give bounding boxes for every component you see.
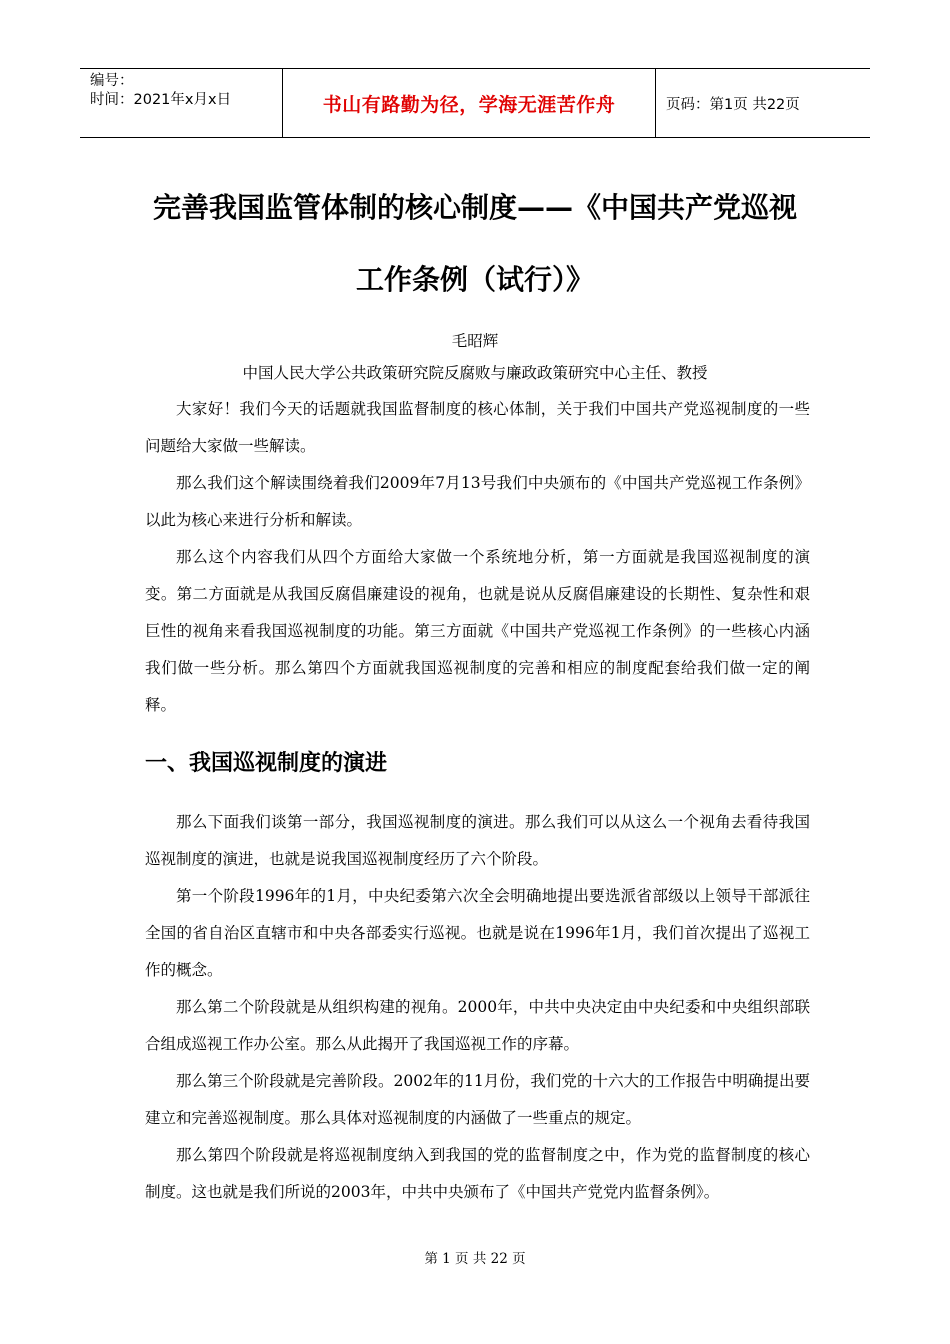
header-table [80,68,870,138]
header-left-cell [80,69,282,137]
author-name: 毛昭辉 [451,332,499,350]
document-number-label: 编号： [90,73,134,89]
paragraph-intro-2: 那么我们这个解读围绕着我们2009年7月13号我们中央颁布的《中国共产党巡视工作条例》以此为核心来进行分析和解读。 [145,474,810,529]
header-motto: 书山有路勤为径，学海无涯苦作舟 [282,69,656,137]
paragraph-section1-2: 第一个阶段1996年的1月，中央纪委第六次全会明确地提出要选派省部级以上领导干部派往全国的省自治区直辖市和中央各部委实行巡视。也就是说在1996年1月，我们首次提出了巡视工作的概念。 [145,887,810,979]
document-title-line-1: 完善我国监管体制的核心制度——《中国共产党巡视 [152,191,797,224]
document-time-label: 时间：2021年x月x日 [90,92,232,108]
paragraph-section1-4: 那么第三个阶段就是完善阶段。2002年的11月份，我们党的十六大的工作报告中明确提出要建立和完善巡视制度。那么具体对巡视制度的内涵做了一些重点的规定。 [145,1072,810,1127]
paragraph-section1-5: 那么第四个阶段就是将巡视制度纳入到我国的党的监督制度之中，作为党的监督制度的核心制度。这也就是我们所说的2003年，中共中央颁布了《中国共产党党内监督条例》。 [145,1146,810,1201]
paragraph-intro-3: 那么这个内容我们从四个方面给大家做一个系统地分析，第一方面就是我国巡视制度的演变。第二方面就是从我国反腐倡廉建设的视角，也就是说从反腐倡廉建设的长期性、复杂性和艰巨性的视角来看我国巡视制度的功能。第三方面就《中国共产党巡视工作条例》的一些核心内涵我们做一些分析。那么第四个方面就我国巡视制度的完善和相应的制度配套给我们做一定的阐释。 [145,548,810,714]
paragraph-section1-3: 那么第二个阶段就是从组织构建的视角。2000年，中共中央决定由中央纪委和中央组织部联合组成巡视工作办公室。那么从此揭开了我国巡视工作的序幕。 [145,998,810,1053]
header-page-info: 页码：第1页 共22页 [666,96,800,113]
paragraph-section1-1: 那么下面我们谈第一部分，我国巡视制度的演进。那么我们可以从这么一个视角去看待我国巡视制度的演进，也就是说我国巡视制度经历了六个阶段。 [145,813,810,868]
section-heading: 一、我国巡视制度的演进 [145,751,388,776]
paragraph-intro-1: 大家好！我们今天的话题就我国监督制度的核心体制，关于我们中国共产党巡视制度的一些问题给大家做一些解读。 [145,400,810,455]
author-affiliation: 中国人民大学公共政策研究院反腐败与廉政政策研究中心主任、教授 [242,364,708,382]
page-footer: 第 1 页 共 22 页 [424,1251,526,1267]
document-title-line-2: 工作条例（试行）》 [355,263,594,296]
